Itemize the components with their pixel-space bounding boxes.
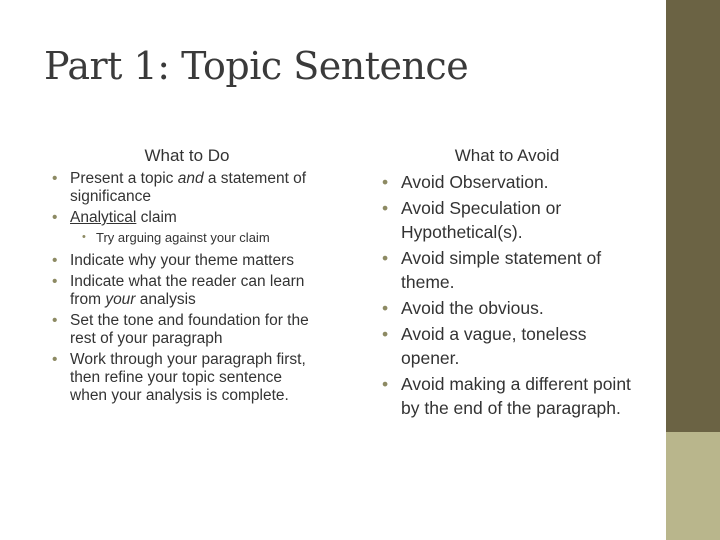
item-text: analysis (135, 291, 196, 308)
sub-list-item (52, 230, 322, 246)
sub-bullet-icon: • (82, 231, 86, 243)
bullet-icon: • (52, 170, 58, 187)
what-to-avoid-list (382, 170, 632, 420)
list-item (382, 322, 632, 370)
bullet-icon: • (52, 209, 58, 226)
bullet-icon: • (52, 351, 58, 368)
what-to-do-column (52, 146, 322, 408)
item-text: Avoid the obvious. (401, 298, 544, 318)
slide-title: Part 1: Topic Sentence (44, 44, 469, 88)
item-text: Set the tone and foundation for the rest of your paragraph (70, 312, 309, 347)
bullet-icon: • (52, 312, 58, 329)
item-text: Avoid Speculation or Hypothetical(s). (401, 198, 562, 242)
item-emphasis: your (105, 291, 136, 308)
column-heading-what-to-do: What to Do (144, 146, 230, 165)
list-item (52, 312, 322, 348)
what-to-avoid-column (382, 146, 632, 422)
list-item (382, 372, 632, 420)
item-text: Avoid a vague, toneless opener. (401, 324, 587, 368)
what-to-do-list (52, 170, 322, 405)
bullet-icon: • (52, 273, 58, 290)
list-item (52, 351, 322, 405)
item-text: Work through your paragraph first, then refine your topic sentence when your analysis is complete. (70, 351, 306, 404)
item-text: Indicate why your theme matters (70, 252, 294, 269)
item-text: Avoid making a different point by the end of the paragraph. (401, 374, 631, 418)
list-item (382, 170, 632, 194)
list-item (52, 252, 322, 270)
item-text: a statement of significance (70, 170, 307, 205)
item-text: Present a topic (70, 170, 178, 187)
bullet-icon: • (52, 252, 58, 269)
list-item (52, 209, 322, 227)
item-text: claim (136, 209, 177, 226)
item-text: Indicate what the reader can learn from (70, 273, 305, 308)
bullet-icon: • (382, 248, 389, 268)
list-item (52, 273, 322, 309)
accent-bar-dark (666, 0, 720, 432)
bullet-icon: • (382, 198, 389, 218)
bullet-icon: • (382, 324, 389, 344)
item-text: Avoid Observation. (401, 172, 549, 192)
item-emphasis: and (177, 170, 204, 187)
column-heading-what-to-avoid: What to Avoid (454, 146, 560, 165)
list-item (382, 196, 632, 244)
list-item (52, 170, 322, 206)
bullet-icon: • (382, 374, 389, 394)
bullet-icon: • (382, 172, 389, 192)
accent-bar-light (666, 432, 720, 540)
list-item (382, 246, 632, 294)
item-underlined-text: Analytical (70, 209, 137, 226)
bullet-icon: • (382, 298, 389, 318)
sub-item-text: Try arguing against your claim (96, 230, 270, 245)
item-text: Avoid simple statement of theme. (401, 248, 602, 292)
list-item (382, 296, 632, 320)
